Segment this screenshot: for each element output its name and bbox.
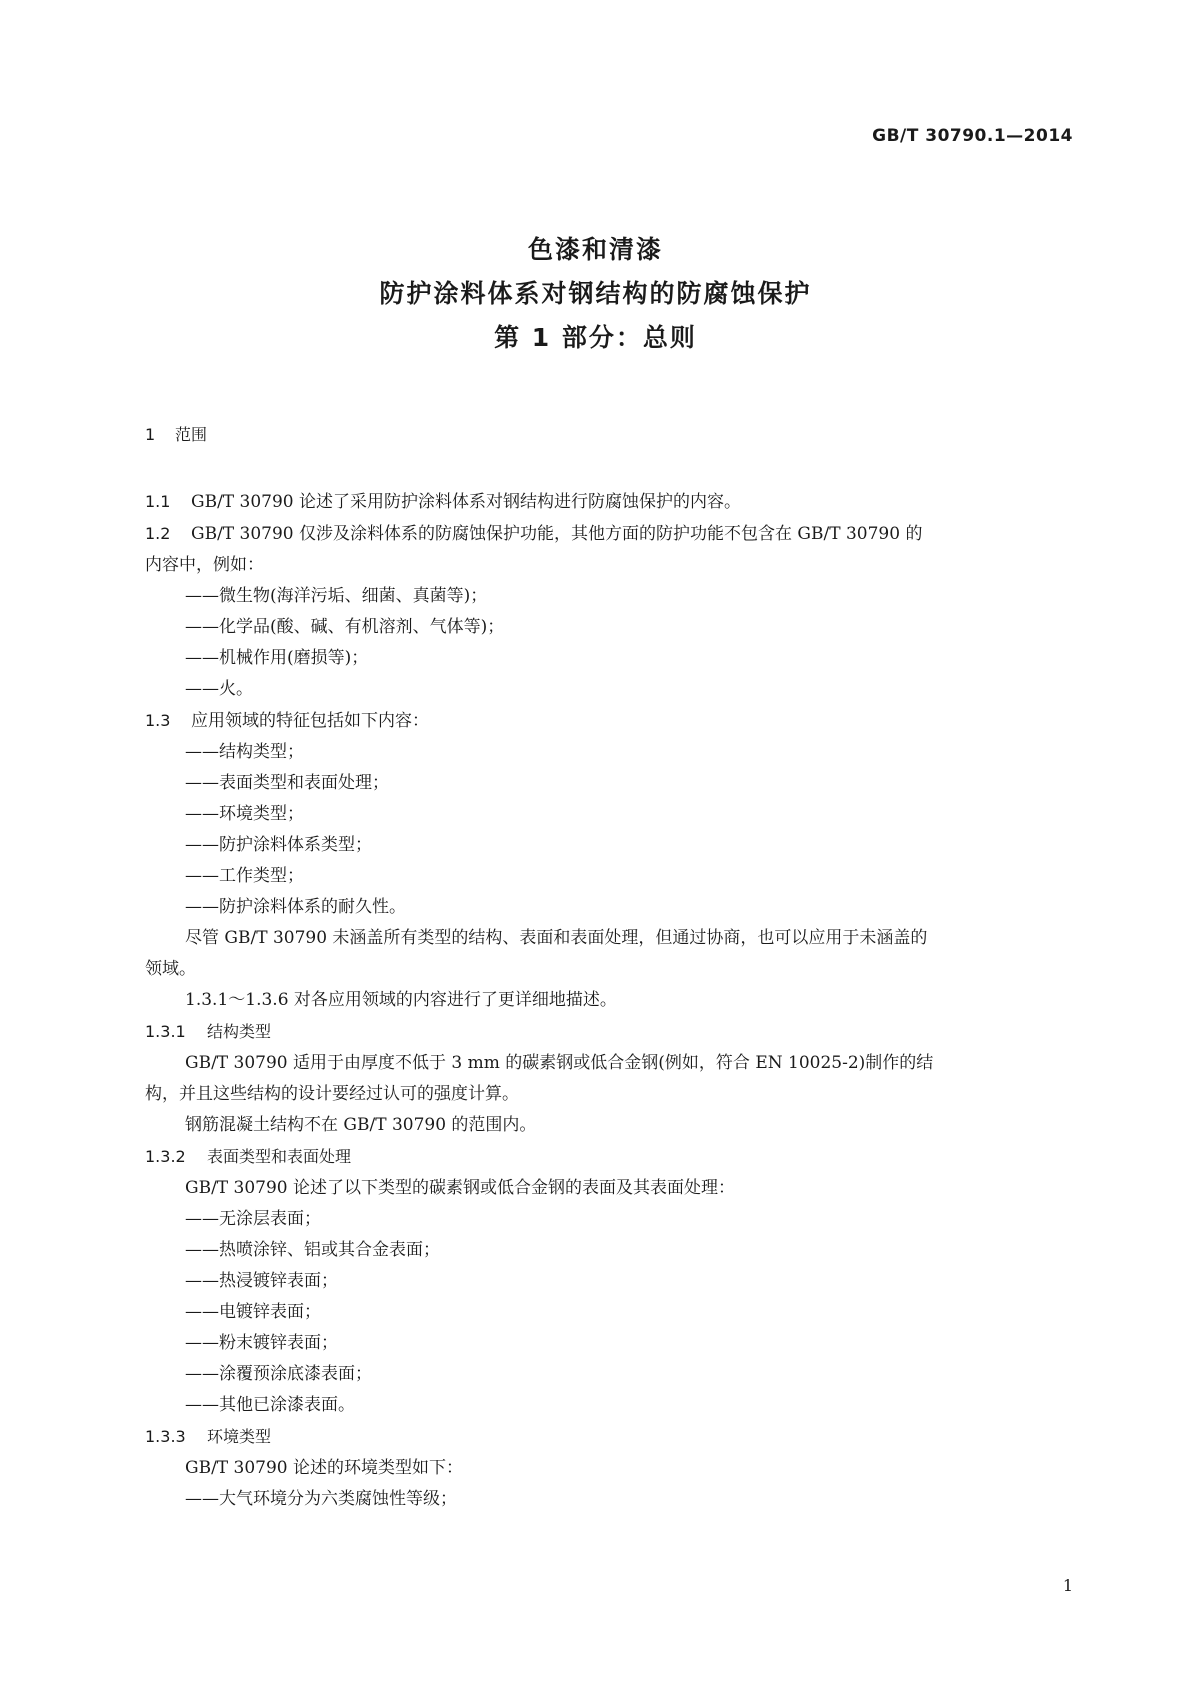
subclause-number: 1.3.2 xyxy=(145,1147,186,1166)
list-item: ——热浸镀锌表面； xyxy=(185,1271,338,1291)
list-item: ——涂覆预涂底漆表面； xyxy=(185,1364,372,1384)
paragraph-continuation: 领域。 xyxy=(145,959,196,979)
subclause-number: 1.3.3 xyxy=(145,1427,186,1446)
paragraph: 尽管 GB/T 30790 未涵盖所有类型的结构、表面和表面处理，但通过协商，也可以应用于未涵盖的 xyxy=(185,928,928,948)
clause-1-3 xyxy=(145,705,1060,737)
subclause-title: 表面类型和表面处理 xyxy=(207,1147,352,1166)
clause-number: 1.3 xyxy=(145,711,171,730)
list-item: ——无涂层表面； xyxy=(185,1209,321,1229)
list-item: ——电镀锌表面； xyxy=(185,1302,321,1322)
list-item: ——防护涂料体系类型； xyxy=(185,835,372,855)
list-item: ——防护涂料体系的耐久性。 xyxy=(185,897,406,917)
standard-code: GB/T 30790.1—2014 xyxy=(872,126,1073,146)
clause-1-3-1-heading xyxy=(145,1016,1060,1048)
list-item: ——表面类型和表面处理； xyxy=(185,773,389,793)
list-item: ——粉末镀锌表面； xyxy=(185,1333,338,1353)
paragraph: GB/T 30790 论述的环境类型如下： xyxy=(185,1458,464,1478)
clause-text: GB/T 30790 论述了采用防护涂料体系对钢结构进行防腐蚀保护的内容。 xyxy=(191,492,742,512)
list-item: ——微生物(海洋污垢、细菌、真菌等)； xyxy=(185,586,488,606)
clause-1-2 xyxy=(145,518,1060,550)
list-item: ——化学品(酸、碱、有机溶剂、气体等)； xyxy=(185,617,505,637)
paragraph: 钢筋混凝土结构不在 GB/T 30790 的范围内。 xyxy=(185,1115,537,1135)
list-item: ——结构类型； xyxy=(185,742,304,762)
document-title xyxy=(0,228,1191,360)
clause-1-3-3-heading xyxy=(145,1421,1060,1453)
list-item: ——机械作用(磨损等)； xyxy=(185,648,369,668)
paragraph: GB/T 30790 适用于由厚度不低于 3 mm 的碳素钢或低合金钢(例如，符合 EN 10025-2)制作的结 xyxy=(185,1053,934,1073)
paragraph: 1.3.1～1.3.6 对各应用领域的内容进行了更详细地描述。 xyxy=(185,990,617,1010)
paragraph: GB/T 30790 论述了以下类型的碳素钢或低合金钢的表面及其表面处理： xyxy=(185,1178,736,1198)
clause-1-3-2-heading xyxy=(145,1141,1060,1173)
section-title: 范围 xyxy=(175,425,208,444)
subclause-title: 结构类型 xyxy=(207,1022,272,1041)
paragraph-continuation: 构，并且这些结构的设计要经过认可的强度计算。 xyxy=(145,1084,519,1104)
section-number: 1 xyxy=(145,425,156,444)
title-line-2: 防护涂料体系对钢结构的防腐蚀保护 xyxy=(379,279,812,308)
clause-number: 1.1 xyxy=(145,492,171,511)
subclause-number: 1.3.1 xyxy=(145,1022,186,1041)
clause-text: 应用领域的特征包括如下内容： xyxy=(191,711,429,731)
list-item: ——大气环境分为六类腐蚀性等级； xyxy=(185,1489,457,1509)
list-item: ——环境类型； xyxy=(185,804,304,824)
list-item: ——热喷涂锌、铝或其合金表面； xyxy=(185,1240,440,1260)
title-line-1: 色漆和清漆 xyxy=(527,235,663,264)
clause-1-2-continuation: 内容中，例如： xyxy=(145,555,264,575)
title-line-3: 第 1 部分：总则 xyxy=(494,323,697,352)
list-item: ——火。 xyxy=(185,679,253,699)
clause-text: GB/T 30790 仅涉及涂料体系的防腐蚀保护功能，其他方面的防护功能不包含在 GB/T 30790 的 xyxy=(191,524,923,544)
section-heading-scope xyxy=(145,420,1060,450)
clause-1-1 xyxy=(145,486,1060,518)
list-item: ——工作类型； xyxy=(185,866,304,886)
page-number: 1 xyxy=(1062,1576,1073,1595)
document-body xyxy=(145,420,1060,1515)
subclause-title: 环境类型 xyxy=(207,1427,272,1446)
list-item: ——其他已涂漆表面。 xyxy=(185,1395,355,1415)
clause-number: 1.2 xyxy=(145,524,171,543)
